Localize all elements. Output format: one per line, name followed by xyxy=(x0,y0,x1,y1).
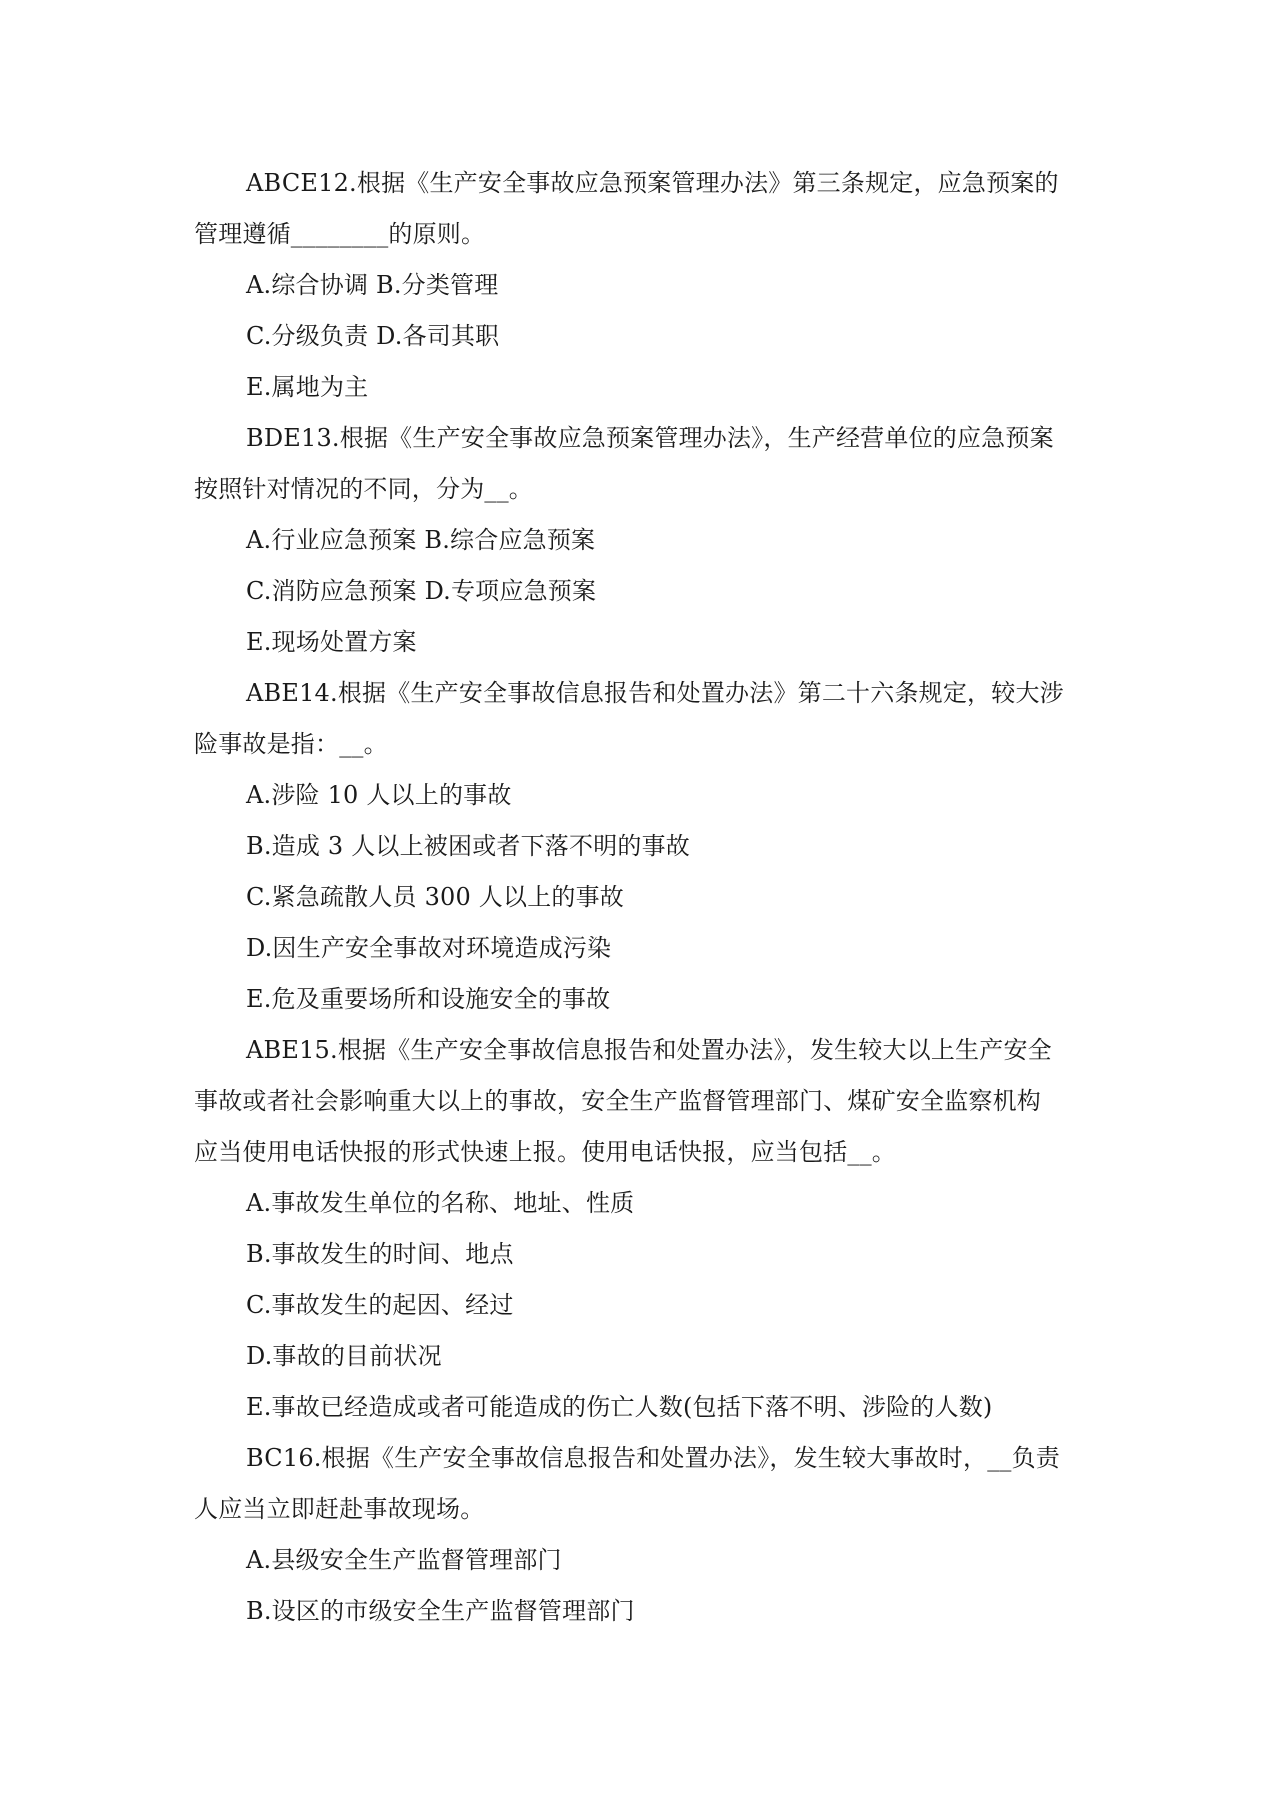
question-12-stem-line-1: ABCE12.根据《生产安全事故应急预案管理办法》第三条规定，应急预案的 xyxy=(246,169,1059,197)
question-15-option-e: E.事故已经造成或者可能造成的伤亡人数(包括下落不明、涉险的人数) xyxy=(246,1393,993,1421)
question-15-option-a: A.事故发生单位的名称、地址、性质 xyxy=(246,1189,635,1217)
question-13-stem-line-2: 按照针对情况的不同，分为__。 xyxy=(194,475,533,503)
question-15-option-d: D.事故的目前状况 xyxy=(246,1342,442,1370)
question-12-option-e: E.属地为主 xyxy=(246,373,369,401)
question-16-stem-line-2: 人应当立即赶赴事故现场。 xyxy=(194,1495,485,1523)
question-14-option-b: B.造成 3 人以上被困或者下落不明的事故 xyxy=(246,832,690,860)
question-14-option-c: C.紧急疏散人员 300 人以上的事故 xyxy=(246,883,625,911)
question-13-options-ab: A.行业应急预案 B.综合应急预案 xyxy=(246,526,596,554)
question-14-option-d: D.因生产安全事故对环境造成污染 xyxy=(246,934,612,962)
question-14-stem-line-1: ABE14.根据《生产安全事故信息报告和处置办法》第二十六条规定，较大涉 xyxy=(246,679,1064,707)
question-12-options-ab: A.综合协调 B.分类管理 xyxy=(246,271,499,299)
question-15-stem-line-1: ABE15.根据《生产安全事故信息报告和处置办法》，发生较大以上生产安全 xyxy=(246,1036,1052,1064)
question-14-stem-line-2: 险事故是指：__。 xyxy=(194,730,388,758)
question-15-stem-line-2: 事故或者社会影响重大以上的事故，安全生产监督管理部门、煤矿安全监察机构 xyxy=(194,1087,1041,1115)
question-12-stem-line-2: 管理遵循________的原则。 xyxy=(194,220,486,248)
question-16-option-b: B.设区的市级安全生产监督管理部门 xyxy=(246,1597,635,1625)
question-14-option-e: E.危及重要场所和设施安全的事故 xyxy=(246,985,611,1013)
question-15-stem-line-3: 应当使用电话快报的形式快速上报。使用电话快报，应当包括__。 xyxy=(194,1138,896,1166)
question-16-option-a: A.县级安全生产监督管理部门 xyxy=(246,1546,562,1574)
question-15-option-b: B.事故发生的时间、地点 xyxy=(246,1240,514,1268)
question-12-options-cd: C.分级负责 D.各司其职 xyxy=(246,322,500,350)
question-16-stem-line-1: BC16.根据《生产安全事故信息报告和处置办法》，发生较大事故时，__负责 xyxy=(246,1444,1061,1472)
question-13-option-e: E.现场处置方案 xyxy=(246,628,417,656)
question-13-options-cd: C.消防应急预案 D.专项应急预案 xyxy=(246,577,597,605)
document-body xyxy=(194,158,1094,1637)
question-14-option-a: A.涉险 10 人以上的事故 xyxy=(246,781,512,809)
question-15-option-c: C.事故发生的起因、经过 xyxy=(246,1291,514,1319)
question-13-stem-line-1: BDE13.根据《生产安全事故应急预案管理办法》，生产经营单位的应急预案 xyxy=(246,424,1054,452)
